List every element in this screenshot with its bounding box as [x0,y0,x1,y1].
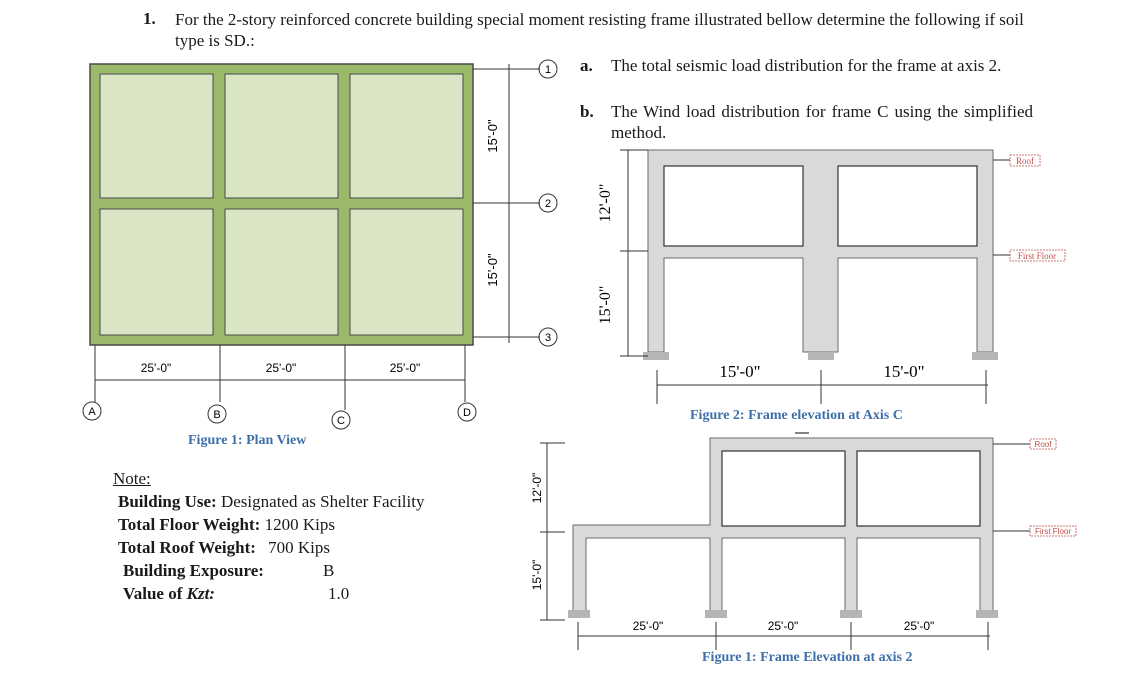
note-floor-value: 1200 Kips [264,515,335,534]
frame-2-bay-dim-3: 25'-0" [903,619,935,633]
frame-c-bay-dim-1: 15'-0" [719,362,761,381]
note-use-label: Building Use: [118,492,217,511]
plan-row-dim-2: 15'-0" [485,253,500,287]
col-label-c: C [337,415,345,427]
note-kzt-symbol: Kzt: [186,584,215,603]
frame-2-story-dim-upper: 12'-0" [530,472,544,504]
note-row-use [113,490,424,513]
plan-row-dim-1: 15'-0" [485,119,500,153]
frame-2-level-first: First Floor [1035,527,1071,536]
col-label-a: A [88,406,96,418]
note-roof-value: 700 Kips [268,538,331,557]
frame-c-caption: Figure 2: Frame elevation at Axis C [690,408,903,423]
row-label-2: 2 [544,198,552,210]
col-label-d: D [463,407,471,419]
note-row-kzt [113,582,424,605]
row-label-3: 3 [544,332,552,344]
question-number: 1. [143,9,156,28]
frame-c-level-first: First Floor [1017,251,1057,261]
frame-2-caption: Figure 1: Frame Elevation at axis 2 [702,650,913,665]
plan-bay-dim-3: 25'-0" [389,361,421,375]
note-roof-label: Total Roof Weight: [118,538,256,557]
row-label-1: 1 [544,64,552,76]
note-kzt-label: Value of [123,584,183,603]
task-a-label: a. [580,56,593,75]
note-use-value: Designated as Shelter Facility [220,492,425,511]
note-kzt-value: 1.0 [328,584,350,603]
frame-2-elevation [530,438,1076,650]
task-b-text: The Wind load distribution for frame C using the simplified method. [611,102,1033,142]
note-title: Note: [113,469,151,488]
frame-2-level-roof: Roof [1034,440,1052,449]
frame-c-story-dim-upper: 12'-0" [597,183,614,223]
frame-c-elevation [597,150,1065,404]
plan-bay-dim-1: 25'-0" [140,361,172,375]
plan-bay-dim-2: 25'-0" [265,361,297,375]
question-text: For the 2-story reinforced concrete building special moment resisting frame illustrated bellow determine the following if soil type is SD.: [175,10,1024,50]
task-a-text: The total seismic load distribution for the frame at axis 2. [611,56,1002,75]
note-floor-label: Total Floor Weight: [118,515,261,534]
plan-view [83,60,557,429]
frame-c-story-dim-lower: 15'-0" [597,285,614,325]
note-exposure-value: B [323,561,335,580]
plan-caption: Figure 1: Plan View [188,433,307,448]
note-row-roof [113,536,424,559]
frame-2-bay-dim-2: 25'-0" [767,619,799,633]
task-b-label: b. [580,102,594,121]
note-row-floor [113,513,424,536]
note-row-exposure [113,559,424,582]
frame-2-bay-dim-1: 25'-0" [632,619,664,633]
frame-c-level-roof: Roof [1016,156,1034,166]
note-exposure-label: Building Exposure: [123,561,264,580]
frame-c-bay-dim-2: 15'-0" [883,362,925,381]
frame-2-story-dim-lower: 15'-0" [530,559,544,591]
col-label-b: B [213,409,221,421]
note-block [113,467,424,605]
